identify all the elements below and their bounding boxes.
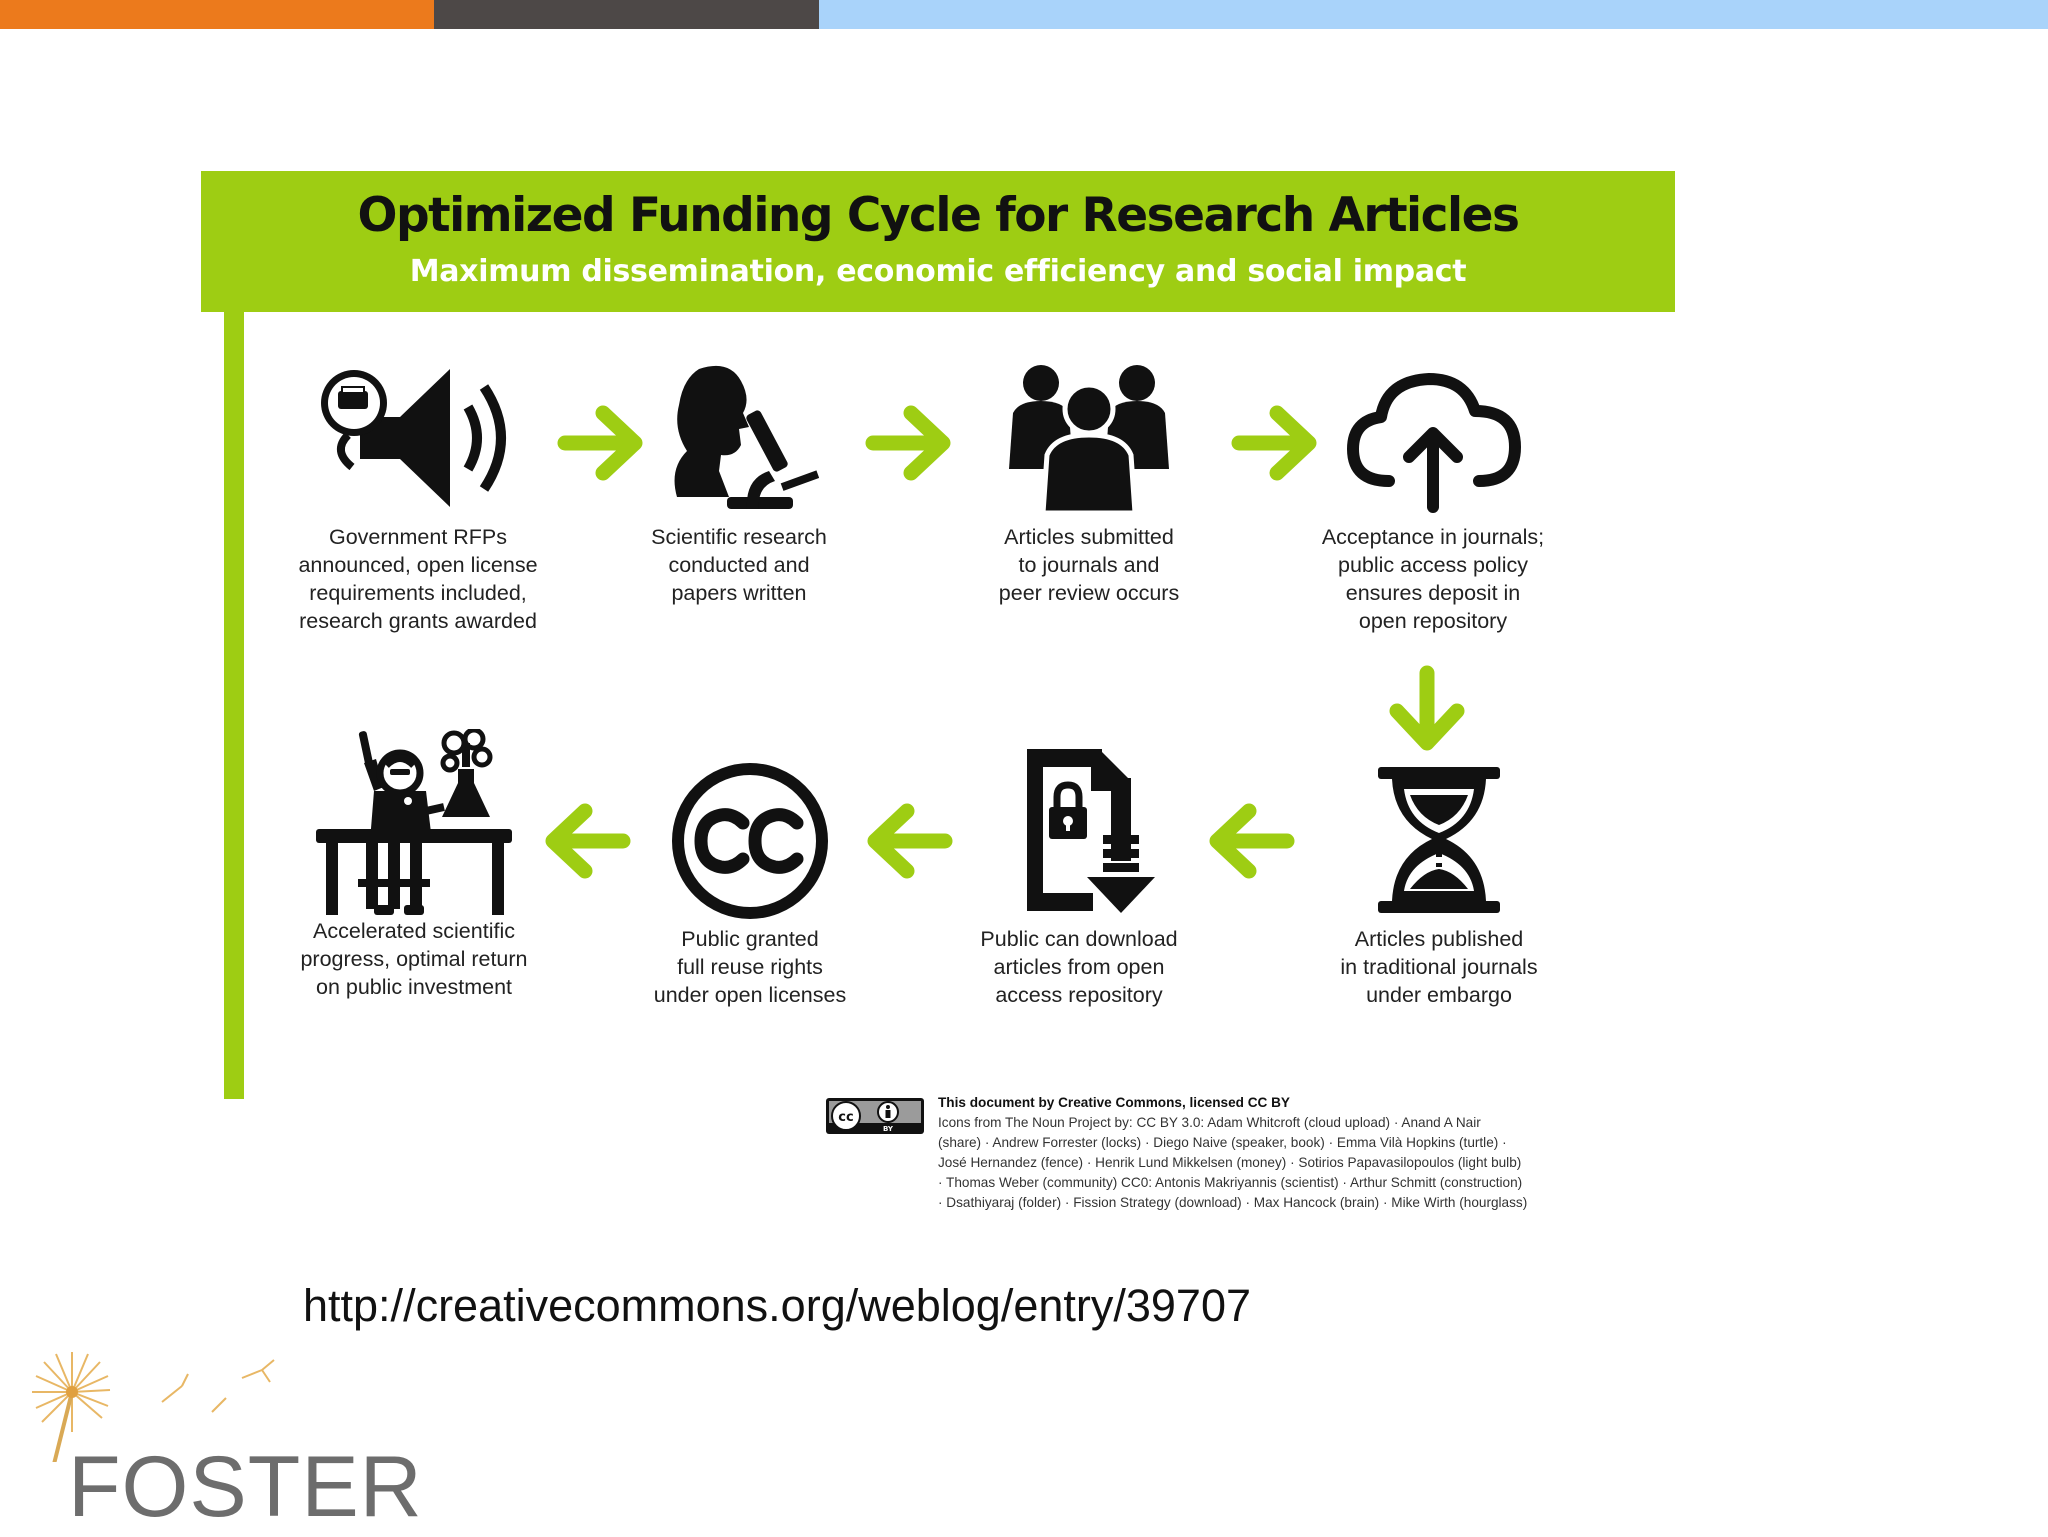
credits-line: José Hernandez (fence) · Henrik Lund Mikkelsen (money) · Sotirios Papavasilopoulos (light bulb) xyxy=(938,1155,1522,1170)
arrow-right-1 xyxy=(557,403,647,483)
cc-badge-by-text: BY xyxy=(882,1125,894,1133)
top-strip-blue xyxy=(819,0,2048,29)
arrow-left-3 xyxy=(541,801,631,881)
step-label: Accelerated scientific progress, optimal return on public investment xyxy=(300,919,528,999)
green-side-bar xyxy=(224,312,244,1099)
step-articles-published xyxy=(1289,761,1589,1009)
community-icon xyxy=(989,359,1189,517)
step-label: Scientific research conducted and papers written xyxy=(651,525,827,605)
step-label: Public granted full reuse rights under open licenses xyxy=(653,927,847,1007)
source-url-link[interactable]: http://creativecommons.org/weblog/entry/39707 xyxy=(303,1280,1252,1331)
foster-logo xyxy=(12,1342,423,1535)
step-acceptance-in-journals xyxy=(1283,359,1583,635)
scientist-microscope-icon xyxy=(659,359,819,517)
credits-line: · Dsathiyaraj (folder) · Fission Strategy (download) · Max Hancock (brain) · Mike Wirth (hourglass) xyxy=(938,1195,1528,1210)
arrow-down xyxy=(1387,665,1467,755)
foster-logo-text: FOSTER xyxy=(68,1439,423,1535)
arrow-right-2 xyxy=(865,403,955,483)
svg-text:cc: cc xyxy=(838,1110,854,1125)
funding-cycle-infographic xyxy=(201,171,1675,1210)
step-label: Articles published in traditional journals under embargo xyxy=(1340,927,1538,1007)
top-strip-gray xyxy=(434,0,819,29)
step-accelerated-progress xyxy=(264,729,564,1001)
arrow-left-1 xyxy=(1205,801,1295,881)
step-scientific-research xyxy=(589,359,889,607)
infographic-header xyxy=(201,171,1675,312)
scientist-lab-icon xyxy=(314,729,514,919)
arrow-right-3 xyxy=(1231,403,1321,483)
top-strip-orange xyxy=(0,0,434,29)
step-label: Articles submitted to journals and peer review occurs xyxy=(998,525,1180,605)
credits-line: Icons from The Noun Project by: CC BY 3.0: Adam Whitcroft (cloud upload) · Anand A Nair xyxy=(938,1115,1481,1130)
hourglass-icon xyxy=(1364,761,1514,919)
arrow-left-2 xyxy=(863,801,953,881)
cloud-upload-icon xyxy=(1333,359,1533,517)
step-label: Acceptance in journals; public access policy ensures deposit in open repository xyxy=(1321,525,1545,633)
step-public-granted-rights xyxy=(600,761,900,1009)
cc-icon xyxy=(665,761,835,919)
credits-block xyxy=(826,1093,1676,1215)
cc-by-badge-icon xyxy=(826,1098,924,1134)
credits-line: · Thomas Weber (community) CC0: Antonis Makriyannis (scientist) · Arthur Schmitt (construction) xyxy=(938,1175,1523,1190)
credits-text xyxy=(938,1093,1678,1213)
step-label: Public can download articles from open access repository xyxy=(980,927,1178,1007)
credits-line: This document by Creative Commons, licensed CC BY xyxy=(938,1095,1291,1110)
locked-document-download-icon xyxy=(999,741,1159,919)
step-public-can-download xyxy=(929,741,1229,1009)
infographic-subtitle: Maximum dissemination, economic efficiency and social impact xyxy=(409,254,1467,289)
step-label: Government RFPs announced, open license requirements included, research grants awarded xyxy=(298,525,538,633)
infographic-title: Optimized Funding Cycle for Research Articles xyxy=(357,188,1519,243)
step-government-rfps xyxy=(268,359,568,635)
step-articles-submitted xyxy=(939,359,1239,607)
credits-line: (share) · Andrew Forrester (locks) · Diego Naive (speaker, book) · Emma Vilà Hopkins (turtle) · xyxy=(938,1135,1507,1150)
speaker-money-icon xyxy=(318,359,518,517)
